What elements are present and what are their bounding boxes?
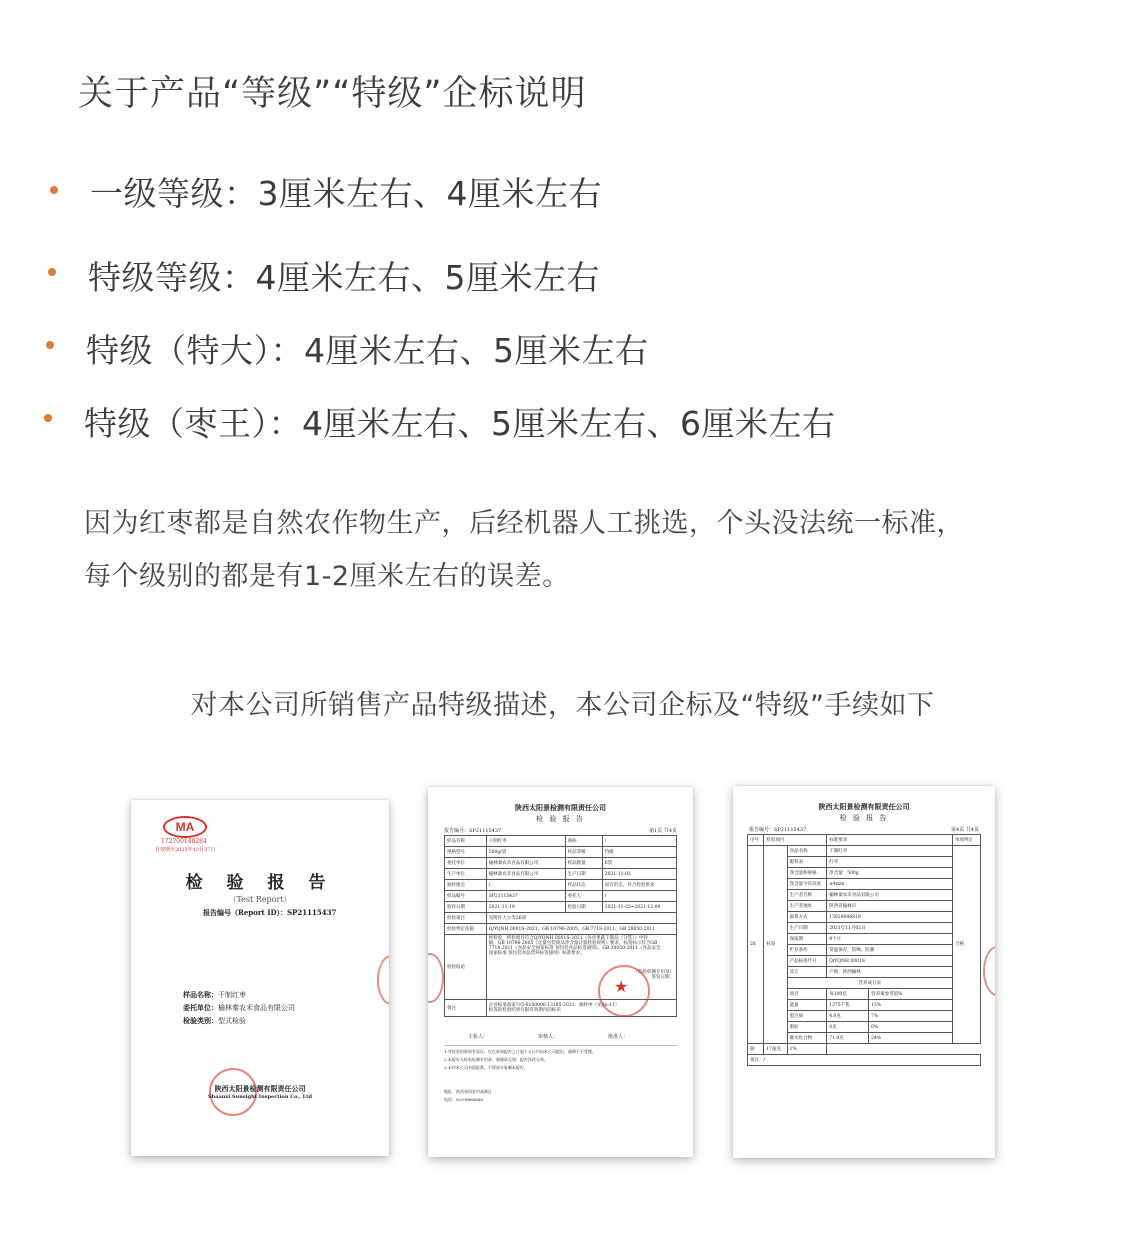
grade-label: 特级（特大） — [86, 331, 271, 370]
grade-bullet — [48, 268, 56, 276]
grade-sizes: 4厘米左右、5厘米左右、6厘米左右 — [302, 404, 836, 443]
table-row: 抽样地点 / 样品状态 固有形态，符合检验要求 — [445, 880, 677, 891]
table-row: 收样日期 2021-11-19 检验日期 2021-11-23~2021-12-09 — [445, 902, 677, 913]
table-row: 生产单位 榆林秦农禾食品有限公司 生产日期 2021-11-02 — [445, 869, 677, 880]
cover-org-name-en: Shaanxi Sunsight Inspection Co., Ltd — [208, 1094, 312, 1100]
table-row: 检验结论 经检验，所检项目符合Q/YQNH 0001S-2021《谷食果蔬干制品（分装）》中特 级、GB 10796-2005《定量包装商品净含量计量检验规则》要求，标签标示符合GB 7718-2011《食品安全国家标准 预包装食品标签通则》、GB 28050-2011《食品安全 国家标准 预包装食品营养标签通则》标准要求。 （检验检测专用章） 签发日期： — [445, 935, 677, 1000]
grade-item-1: 一级等级：3厘米左右、4厘米左右 — [90, 174, 602, 213]
grade-label: 特级等级 — [88, 258, 222, 297]
cma-logo-icon: MA — [163, 816, 207, 838]
note-line-1: 因为红枣都是自然农作物生产，后经机器人工挑选，个头没法统一标准， — [84, 508, 964, 539]
cert-number: 172700140284 — [161, 838, 207, 845]
cover-field-type: 检验类别：型式检验 — [183, 1016, 246, 1025]
table-row: 净含量和规格 净含量：500g — [748, 868, 981, 879]
table-row: 样品编号 SP21115437 委托人 / — [445, 891, 677, 902]
divider — [444, 1045, 677, 1046]
table-row: 保质期 9个月 — [748, 934, 981, 945]
table-row: 序号 检验项目 标准要求 单项判定 — [748, 835, 981, 846]
report-page-number: 第1页 共4页 — [649, 828, 677, 834]
edge-seal-icon — [377, 955, 389, 1005]
table-row: 检验项目 见附件大小等26项 — [445, 913, 677, 924]
cover-title: 检 验 报 告 — [185, 873, 335, 893]
report-attachment-document — [733, 786, 995, 1158]
table-row: 备注：/ — [748, 1055, 981, 1066]
table-row: 样品名称 干制红枣 商标 / — [445, 836, 677, 847]
table-row: 项目 每100克 营养素参考值% — [748, 989, 981, 1000]
edge-seal-icon — [983, 946, 995, 996]
attach-report-number: 报告编号：SP21115437 — [749, 827, 807, 833]
grade-sizes: 4厘米左右、5厘米左右 — [304, 331, 649, 370]
table-row: 产品标准代号 Q/YQNH 0001S — [748, 956, 981, 967]
grade-bullet — [50, 186, 58, 194]
cover-field-client: 委托单位：榆林秦农禾食品有限公司 — [183, 1003, 295, 1012]
table-row: 生产者地址 陕西省榆林市 — [748, 901, 981, 912]
table-row: 净含量字符高度 ≥4mm — [748, 879, 981, 890]
report-cover-document — [131, 800, 389, 1156]
grade-sizes: 4厘米左右、5厘米左右 — [255, 258, 600, 297]
cover-subtitle: （Test Report） — [228, 895, 292, 904]
table-row: 其它 产地：陕西榆林 — [748, 967, 981, 978]
footer-line: 电话：029-8888888 — [444, 1097, 483, 1102]
table-row: 蛋白质 4.0克 7% — [748, 1011, 981, 1022]
table-row: 碳水化合物 71.0克 24% — [748, 1033, 981, 1044]
footer-line: 3.未经本公司书面批准，不得部分复制本报告。 — [444, 1065, 528, 1070]
table-row: 备注 企业标准备案号Q-6100000-13185-2021；抽样单（见An-11） 标签的检验结果仅限有效期内的标识 — [445, 1000, 677, 1017]
report-company: 陕西太阳景检测有限责任公司 — [515, 803, 606, 812]
note-line-2: 每个级别的都是有1-2厘米左右的误差。 — [84, 561, 570, 592]
grade-bullet — [46, 341, 54, 349]
documents-caption: 对本公司所销售产品特级描述，本公司企标及“特级”手续如下 — [190, 690, 935, 721]
page-title: 关于产品“等级”“特级”企标说明 — [78, 74, 587, 114]
footer-line: 2.本报告无检验检测专用章、骑缝章无效；报告涂改无效。 — [444, 1057, 548, 1062]
grade-label: 特级（枣王） — [84, 404, 269, 443]
grade-bullet — [44, 414, 52, 422]
table-row: 生产日期 2021年11月02日 — [748, 923, 981, 934]
attach-table — [747, 834, 981, 1066]
table-row: 委托单位 榆林秦农禾食品有限公司 样品数量 6袋 — [445, 858, 677, 869]
signer-reviewer: 审核人： — [538, 1034, 559, 1040]
cert-note: 有效期至2023年12月27日 — [155, 847, 216, 853]
table-row: 联系方式 15929686819 — [748, 912, 981, 923]
footer-line: 地址：陕西省西安市高新区 — [444, 1089, 492, 1094]
table-row: 营养成分表 — [748, 978, 981, 989]
star-icon: ★ — [614, 977, 629, 996]
report-page-document — [428, 787, 693, 1157]
edge-seal-icon — [428, 953, 444, 1003]
footer-line: 1.对检验结果如有异议，应在收到报告之日起十五日内向本公司提出，逾期不予受理。 — [444, 1049, 596, 1054]
grade-sizes: 3厘米左右、4厘米左右 — [257, 174, 602, 213]
table-row: 脂肪 0克 0% — [748, 1022, 981, 1033]
table-row: 规格型号 500g/袋 样品等级 特级 — [445, 847, 677, 858]
table-row: 贮存条件 常温保存，防晒、防潮 — [748, 945, 981, 956]
cover-field-sample: 样品名称：干制红枣 — [183, 990, 246, 999]
report-title: 检 验 报 告 — [536, 815, 585, 823]
grade-item-3: 特级（特大）：4厘米左右、5厘米左右 — [86, 331, 649, 370]
table-row: 钠 17毫克 1% — [748, 1044, 981, 1055]
table-row: 生产者名称 榆林秦农禾食品有限公司 — [748, 890, 981, 901]
attach-company: 陕西太阳景检测有限责任公司 — [818, 802, 910, 811]
table-row: 检验判定依据 Q/YQNH 0001S-2021、GB 10796-2005、GB 7718-2011、GB 28050-2011 — [445, 924, 677, 935]
attach-title: 检 验 报 告 — [839, 814, 889, 822]
signer-approver: 批准人： — [608, 1034, 629, 1040]
report-id: 报告编号（Report ID）：SP21115437 — [203, 908, 337, 917]
report-number: 报告编号：SP21115437 — [444, 828, 502, 834]
grade-label: 一级等级 — [90, 174, 224, 213]
cover-org-name: 陕西太阳景检测有限责任公司 — [214, 1084, 306, 1093]
table-row: 能量 1275千焦 15% — [748, 1000, 981, 1011]
grade-item-4: 特级（枣王）：4厘米左右、5厘米左右、6厘米左右 — [84, 404, 836, 443]
attach-page-number: 第4页 共4页 — [951, 827, 979, 833]
grade-item-2: 特级等级：4厘米左右、5厘米左右 — [88, 258, 600, 297]
table-row: 26 标签 食品名称 干制红枣 合格 — [748, 846, 981, 857]
signer-inspector: 主检人： — [468, 1034, 489, 1040]
table-row: 配料表 红枣 — [748, 857, 981, 868]
